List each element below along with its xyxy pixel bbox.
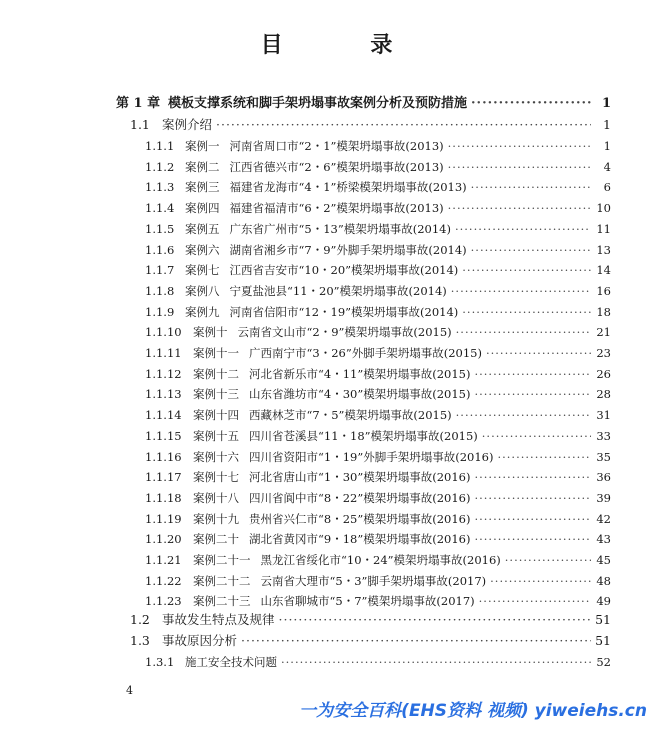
case-title: 河北省唐山市“1・30”模架坍塌事故(2016) <box>249 470 471 485</box>
case-number: 1.1.3 <box>145 180 175 195</box>
toc-case-entry[interactable] <box>145 302 611 322</box>
dot-leader <box>486 343 591 363</box>
case-label: 案例九 <box>185 304 220 319</box>
case-number: 1.1.9 <box>145 304 175 319</box>
section-number: 1.3 <box>130 633 150 648</box>
case-title: 云南省文山市“2・9”模架坍塌事故(2015) <box>237 325 452 340</box>
toc-case-entry[interactable] <box>145 591 611 611</box>
case-number: 1.1.5 <box>145 221 175 236</box>
page-ref: 52 <box>596 655 611 669</box>
case-title: 山东省聊城市“5・7”模架坍塌事故(2017) <box>260 594 475 609</box>
case-number: 1.1.13 <box>145 387 182 402</box>
page-ref: 21 <box>596 325 611 340</box>
toc-case-entry[interactable] <box>145 467 611 487</box>
case-title: 宁夏盐池县“11・20”模架坍塌事故(2014) <box>229 283 447 298</box>
case-label: 案例十八 <box>193 490 239 505</box>
case-number: 1.1.6 <box>145 242 175 257</box>
dot-leader <box>281 652 591 672</box>
case-label: 案例一 <box>185 139 220 153</box>
case-label: 案例二 <box>185 159 220 174</box>
case-title: 江西省吉安市“10・20”模架坍塌事故(2014) <box>229 263 459 278</box>
case-number: 1.1.21 <box>145 553 182 567</box>
case-label: 案例十五 <box>193 428 239 443</box>
case-label: 案例八 <box>185 283 220 298</box>
case-number: 1.1.12 <box>145 366 182 381</box>
section-number: 1.2 <box>130 612 150 627</box>
case-number: 1.1.18 <box>145 490 182 505</box>
case-title: 四川省苍溪县“11・18”模架坍塌事故(2015) <box>249 428 478 443</box>
toc-case-entry[interactable] <box>145 364 611 384</box>
toc-case-entry[interactable] <box>145 219 611 239</box>
dot-leader <box>474 529 591 549</box>
case-label: 案例十三 <box>193 387 239 402</box>
page-ref: 51 <box>595 633 611 648</box>
case-label: 案例六 <box>185 242 220 257</box>
case-title: 福建省龙海市“4・1”桥梁模架坍塌事故(2013) <box>229 180 467 195</box>
case-number: 1.1.7 <box>145 263 175 278</box>
case-number: 1.1.4 <box>145 201 175 216</box>
toc-case-entry[interactable] <box>145 136 611 156</box>
dot-leader <box>448 157 591 177</box>
page-ref: 23 <box>596 346 611 360</box>
toc-case-entry[interactable] <box>145 405 611 425</box>
case-label: 案例二十一 <box>193 553 251 567</box>
page-ref: 1 <box>601 96 611 111</box>
case-label: 案例五 <box>185 221 220 236</box>
section-title: 案例介绍 <box>162 117 213 132</box>
case-title: 云南省大理市“5・3”脚手架坍塌事故(2017) <box>260 573 487 588</box>
page-ref: 13 <box>596 242 611 257</box>
case-number: 1.1.2 <box>145 159 175 174</box>
page-ref: 28 <box>596 387 611 402</box>
dot-leader <box>474 384 591 404</box>
dot-leader <box>279 610 591 630</box>
case-label: 案例十六 <box>193 449 239 464</box>
dot-leader <box>241 631 591 651</box>
case-label: 案例四 <box>185 201 220 216</box>
page-ref: 36 <box>596 470 611 485</box>
dot-leader <box>216 115 591 135</box>
toc-case-entry[interactable] <box>145 384 611 404</box>
page-ref: 39 <box>596 490 611 505</box>
toc-case-entry[interactable] <box>145 322 611 342</box>
case-title: 贵州省兴仁市“8・25”模架坍塌事故(2016) <box>249 511 471 526</box>
case-title: 河南省周口市“2・1”模架坍塌事故(2013) <box>229 139 444 153</box>
case-label: 案例十四 <box>193 408 239 423</box>
case-number: 1.1.23 <box>145 594 182 609</box>
case-number: 1.1.17 <box>145 470 182 485</box>
case-label: 案例七 <box>185 263 220 278</box>
case-number: 1.1.10 <box>145 325 182 340</box>
case-number: 1.1.8 <box>145 283 175 298</box>
page-ref: 14 <box>596 263 611 278</box>
case-title: 西藏林芝市“7・5”模架坍塌事故(2015) <box>249 408 452 423</box>
toc-case-entry[interactable] <box>145 529 611 549</box>
page-ref: 43 <box>596 532 611 547</box>
case-number: 1.1.22 <box>145 573 182 588</box>
toc-case-entry[interactable] <box>145 281 611 301</box>
dot-leader <box>482 426 591 446</box>
dot-leader <box>474 488 591 508</box>
page-ref: 31 <box>596 408 611 423</box>
page-ref: 33 <box>596 428 611 443</box>
toc-case-entry[interactable] <box>145 571 611 591</box>
case-label: 案例十七 <box>193 470 239 485</box>
dot-leader <box>471 94 591 114</box>
dot-leader <box>455 219 591 239</box>
toc-section-entry[interactable] <box>130 631 611 651</box>
case-title: 福建省福清市“6・2”模架坍塌事故(2013) <box>229 201 444 216</box>
toc-subsection-entry[interactable] <box>145 652 611 672</box>
page-ref: 35 <box>596 449 611 464</box>
dot-leader <box>448 136 591 156</box>
case-label: 案例十九 <box>193 511 239 526</box>
page-ref: 45 <box>596 553 611 567</box>
page-ref: 4 <box>603 159 611 174</box>
dot-leader <box>490 571 591 591</box>
section-number: 1.1 <box>130 117 150 132</box>
case-title: 广西南宁市“3・26”外脚手架坍塌事故(2015) <box>249 346 482 360</box>
page-ref: 11 <box>596 221 611 236</box>
toc-case-entry[interactable] <box>145 509 611 529</box>
case-label: 案例十一 <box>193 346 239 360</box>
section-title: 事故发生特点及规律 <box>162 612 275 627</box>
case-title: 山东省潍坊市“4・30”模架坍塌事故(2015) <box>249 387 471 402</box>
dot-leader <box>505 550 591 570</box>
dot-leader <box>479 591 591 611</box>
toc-chapter-entry[interactable] <box>116 94 611 114</box>
page-title: 目 录 <box>260 32 433 58</box>
page-ref: 42 <box>596 511 611 526</box>
dot-leader <box>497 447 591 467</box>
dot-leader <box>456 322 591 342</box>
case-label: 案例十 <box>193 325 228 340</box>
page-ref: 49 <box>596 594 611 609</box>
page-number: 4 <box>126 684 133 697</box>
case-number: 1.1.20 <box>145 532 182 547</box>
toc-case-entry[interactable] <box>145 550 611 570</box>
case-label: 案例二十 <box>193 532 239 547</box>
toc-section-entry[interactable] <box>130 115 611 135</box>
case-title: 四川省资阳市“1・19”外脚手架坍塌事故(2016) <box>249 449 494 464</box>
toc-case-entry[interactable] <box>145 426 611 446</box>
dot-leader <box>456 405 591 425</box>
dot-leader <box>471 240 591 260</box>
case-label: 案例二十三 <box>193 594 251 609</box>
case-number: 1.1.16 <box>145 449 182 464</box>
case-label: 案例三 <box>185 180 220 195</box>
case-title: 黑龙江省绥化市“10・24”模架坍塌事故(2016) <box>260 553 501 567</box>
page-ref: 18 <box>596 304 611 319</box>
dot-leader <box>474 509 591 529</box>
dot-leader <box>448 198 591 218</box>
toc-case-entry[interactable] <box>145 343 611 363</box>
subsection-title: 施工安全技术问题 <box>185 655 277 669</box>
chapter-title: 模板支撑系统和脚手架坍塌事故案例分析及预防措施 <box>168 96 468 111</box>
case-title: 河南省信阳市“12・19”模架坍塌事故(2014) <box>229 304 459 319</box>
case-number: 1.1.19 <box>145 511 182 526</box>
case-label: 案例十二 <box>193 366 239 381</box>
dot-leader <box>451 281 591 301</box>
page-ref: 6 <box>603 180 611 195</box>
case-number: 1.1.15 <box>145 428 182 443</box>
page-ref: 1 <box>603 117 611 132</box>
case-title: 四川省阆中市“8・22”模架坍塌事故(2016) <box>249 490 471 505</box>
case-title: 湖北省黄冈市“9・18”模架坍塌事故(2016) <box>249 532 471 547</box>
toc-case-entry[interactable] <box>145 240 611 260</box>
dot-leader <box>462 302 591 322</box>
case-number: 1.1.1 <box>145 139 175 153</box>
page-ref: 26 <box>596 366 611 381</box>
watermark: 一为安全百科(EHS资料 视频) yiweiehs.cn <box>299 701 647 721</box>
subsection-number: 1.3.1 <box>145 655 175 669</box>
dot-leader <box>474 467 591 487</box>
dot-leader <box>471 177 591 197</box>
toc-case-entry[interactable] <box>145 157 611 177</box>
toc-section-entry[interactable] <box>130 610 611 630</box>
dot-leader <box>474 364 591 384</box>
case-title: 江西省德兴市“2・6”模架坍塌事故(2013) <box>229 159 444 174</box>
toc-case-entry[interactable] <box>145 260 611 280</box>
toc-case-entry[interactable] <box>145 177 611 197</box>
case-number: 1.1.14 <box>145 408 182 423</box>
case-number: 1.1.11 <box>145 346 182 360</box>
page-ref: 10 <box>596 201 611 216</box>
page-ref: 48 <box>596 573 611 588</box>
case-title: 河北省新乐市“4・11”模架坍塌事故(2015) <box>249 366 471 381</box>
toc-case-entry[interactable] <box>145 198 611 218</box>
case-label: 案例二十二 <box>193 573 251 588</box>
toc-case-entry[interactable] <box>145 447 611 467</box>
dot-leader <box>462 260 591 280</box>
page-ref: 1 <box>603 139 611 153</box>
toc-case-entry[interactable] <box>145 488 611 508</box>
page-ref: 51 <box>595 612 611 627</box>
case-title: 广东省广州市“5・13”模架坍塌事故(2014) <box>229 221 451 236</box>
section-title: 事故原因分析 <box>162 633 238 648</box>
page-ref: 16 <box>596 283 611 298</box>
chapter-number: 第 1 章 <box>116 96 161 111</box>
case-title: 湖南省湘乡市“7・9”外脚手架坍塌事故(2014) <box>229 242 467 257</box>
